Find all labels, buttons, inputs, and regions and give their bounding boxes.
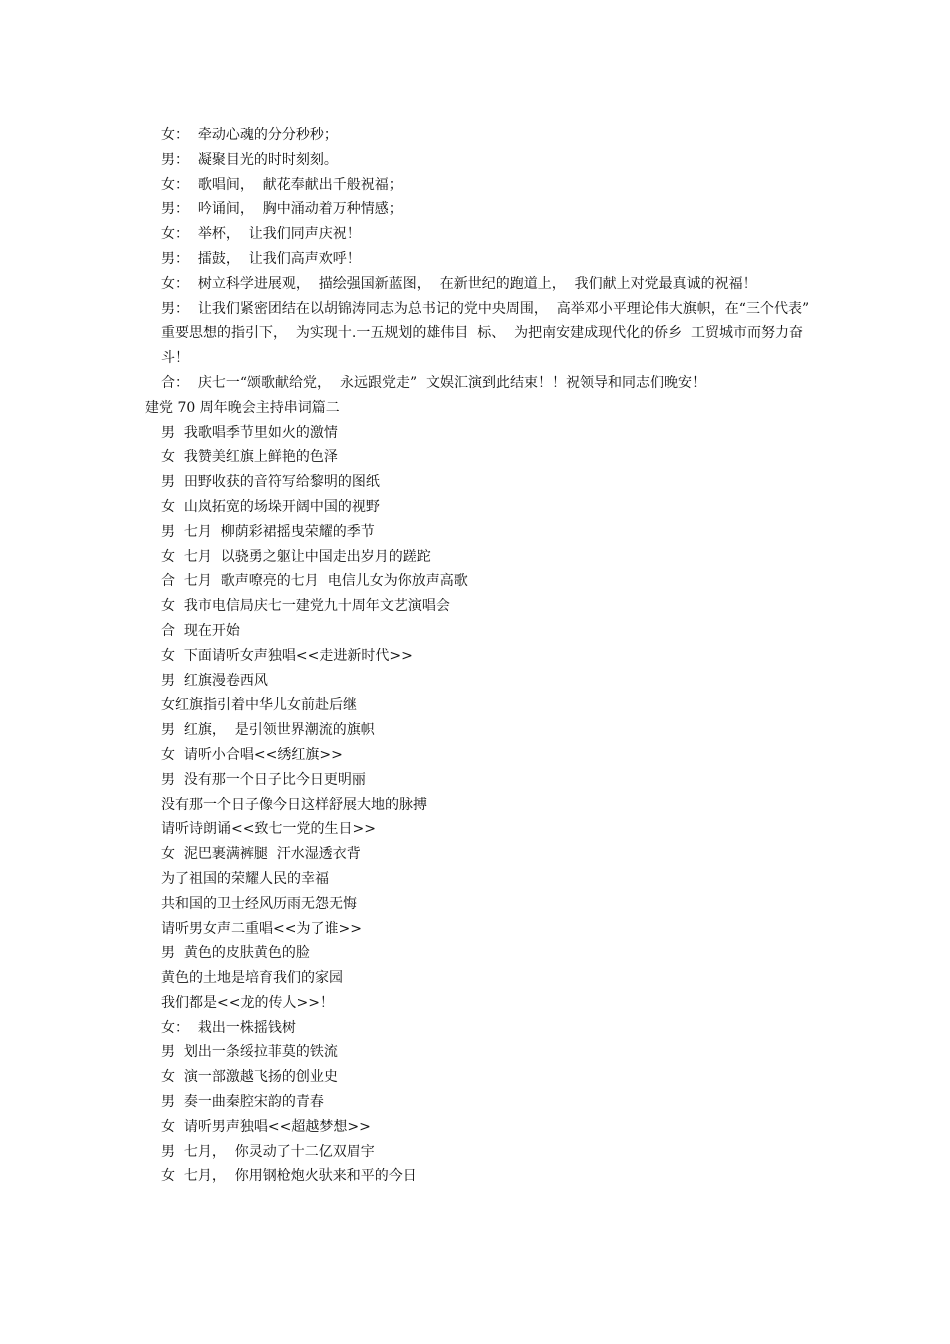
- dialogue-line: 男： 让我们紧密团结在以胡锦涛同志为总书记的党中央周围， 高举邓小平理论伟大旗帜，在“三个代表” 重要思想的指引下， 为实现十.一五规划的雄伟目 标、 为把南安建成现代化的侨乡 工贸城市而努力奋斗！: [161, 300, 819, 367]
- dialogue-line: 女 演一部激越飞扬的创业史: [161, 1069, 338, 1086]
- dialogue-line: 黄色的土地是培育我们的家园: [161, 970, 343, 987]
- dialogue-line: 女： 栽出一株摇钱树: [161, 1019, 296, 1036]
- dialogue-line: 女 泥巴裹满裤腿 汗水湿透衣背: [161, 846, 361, 863]
- dialogue-line: 男 七月， 你灵动了十二亿双眉宇: [161, 1143, 375, 1160]
- dialogue-line: 没有那一个日子像今日这样舒展大地的脉搏: [161, 796, 427, 813]
- dialogue-line: 女 我赞美红旗上鲜艳的色泽: [161, 449, 338, 466]
- dialogue-line: 男 七月 柳荫彩裙摇曳荣耀的季节: [161, 523, 375, 540]
- dialogue-line: 为了祖国的荣耀人民的幸福: [161, 870, 329, 887]
- dialogue-line: 女红旗指引着中华儿女前赴后继: [161, 697, 357, 714]
- dialogue-line: 合 七月 歌声嘹亮的七月 电信儿女为你放声高歌: [161, 573, 468, 590]
- dialogue-line: 女 我市电信局庆七一建党九十周年文艺演唱会: [161, 598, 450, 615]
- dialogue-line: 女 七月， 你用钢枪炮火驮来和平的今日: [161, 1168, 417, 1185]
- dialogue-line: 男 黄色的皮肤黄色的脸: [161, 945, 310, 962]
- dialogue-line: 男 田野收获的音符写给黎明的图纸: [161, 474, 380, 491]
- dialogue-line: 女 山岚拓宽的场垛开阔中国的视野: [161, 498, 380, 515]
- dialogue-line: 男 红旗， 是引领世界潮流的旗帜: [161, 722, 375, 739]
- dialogue-line: 合 现在开始: [161, 622, 240, 639]
- dialogue-line: 女 下面请听女声独唱<<走进新时代>>: [161, 647, 413, 664]
- dialogue-line: 男 没有那一个日子比今日更明丽: [161, 771, 366, 788]
- dialogue-line: 请听男女声二重唱<<为了谁>>: [161, 920, 362, 937]
- dialogue-line: 请听诗朗诵<<致七一党的生日>>: [161, 821, 376, 838]
- document-body: [145, 123, 819, 1189]
- dialogue-line: 女 七月 以骁勇之躯让中国走出岁月的蹉跎: [161, 548, 431, 565]
- dialogue-line: 男 我歌唱季节里如火的激情: [161, 424, 338, 441]
- dialogue-line: 我们都是<<龙的传人>>！: [161, 994, 334, 1011]
- dialogue-line: 男： 吟诵间， 胸中涌动着万种情感；: [161, 201, 403, 218]
- dialogue-line: 女 请听小合唱<<绣红旗>>: [161, 746, 343, 763]
- dialogue-line: 男： 凝聚目光的时时刻刻。: [161, 151, 338, 168]
- dialogue-line: 男 红旗漫卷西风: [161, 672, 268, 689]
- dialogue-line: 男 奏一曲秦腔宋韵的青春: [161, 1094, 324, 1111]
- section-heading: 建党 70 周年晚会主持串词篇二: [145, 399, 340, 416]
- dialogue-line: 女： 树立科学进展观， 描绘强国新蓝图， 在新世纪的跑道上， 我们献上对党最真诚的祝福！: [161, 275, 757, 292]
- dialogue-line: 女： 歌唱间， 献花奉献出千般祝福；: [161, 176, 403, 193]
- dialogue-line: 女： 举杯， 让我们同声庆祝！: [161, 226, 361, 243]
- dialogue-line: 合： 庆七一“颂歌献给党， 永远跟党走” 文娱汇演到此结束！！祝领导和同志们晚安！: [161, 374, 707, 391]
- dialogue-line: 女： 牵动心魂的分分秒秒；: [161, 127, 338, 143]
- dialogue-line: 共和国的卫士经风历雨无怨无悔: [161, 895, 357, 912]
- dialogue-line: 男 划出一条绥拉菲莫的铁流: [161, 1044, 338, 1061]
- dialogue-line: 女 请听男声独唱<<超越梦想>>: [161, 1118, 371, 1135]
- dialogue-line: 男： 擂鼓， 让我们高声欢呼！: [161, 250, 361, 267]
